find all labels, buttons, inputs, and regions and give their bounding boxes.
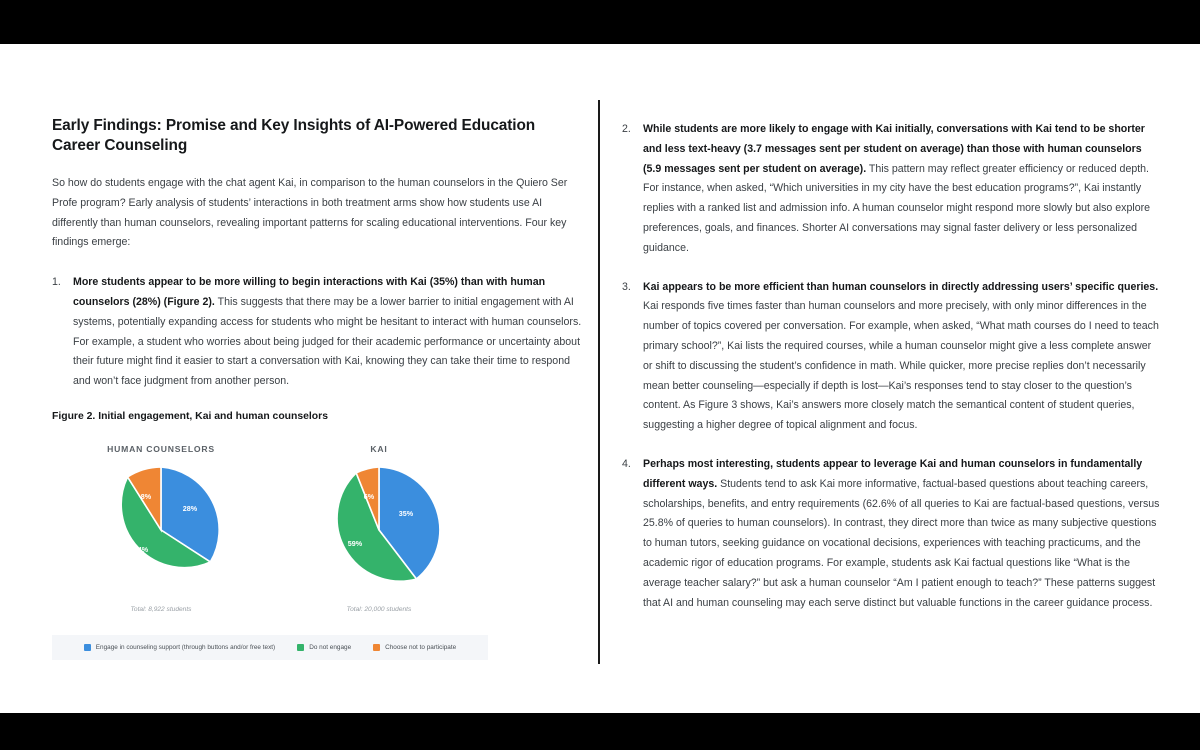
legend-item-engage — [84, 644, 275, 651]
finding-2-lead: While students are more likely to engage with Kai initially, conversations with Kai tend to be shorter and less text-heavy (3.7 messages sent per student on average) than those with human counselors (5.9 messages sent per student on average). — [643, 123, 1145, 175]
figure-2 — [52, 438, 488, 660]
document-page — [0, 44, 1200, 713]
pie-human-counselors — [95, 464, 227, 596]
finding-4-lead: Perhaps most interesting, students appear to leverage Kai and human counselors in fundamentally different ways. — [643, 457, 1143, 490]
figure-caption: Figure 2. Initial engagement, Kai and human counselors — [52, 410, 328, 422]
top-letterbox-bar — [0, 0, 1200, 44]
pie-kai — [313, 464, 445, 596]
pie-charts-row — [52, 438, 488, 613]
finding-3-body: Kai responds five times faster than human counselors and more precisely, with only minor differences in the number of topics covered per conversation. For example, when asked, “What math courses do I need to teach primary school?”, Kai lists the required courses, while a human counselor might give a less complete answer or shift to discussing the student’s confidence in math. While quicker, more precise replies don’t necessarily mean better counseling—especially if depth is lost—Kai’s responses tend to stay closer to the question’s content. As Figure 3 shows, Kai’s answers more closely match the semantical content of student queries, suggesting a higher degree of topical alignment and focus. — [643, 300, 1159, 432]
legend-label-engage: Engage in counseling support (through buttons and/or free text) — [95, 643, 276, 651]
chart-human-counselors-total: Total: 8,922 students — [130, 605, 192, 613]
page-title: Early Findings: Promise and Key Insights of AI-Powered Education Career Counseling — [52, 117, 536, 155]
pie-human-counselors-svg — [95, 464, 227, 596]
legend-label-choose-not-to-participate: Choose not to participate — [385, 643, 457, 651]
finding-2-body: This pattern may reflect greater efficiency or reduced depth. For instance, when asked, “Which universities in my city have the best education programs?”, Kai instantly replies with a ranked list and admission info. A human counselor might respond more slowly but also explore preferences, goals, and finances. Shorter AI conversations may signal faster delivery or less personalized guidance. — [643, 162, 1150, 254]
findings-list-right — [622, 120, 1162, 613]
list-item-finding-2 — [622, 120, 1162, 259]
legend-item-do-not-engage — [297, 644, 351, 651]
chart-kai-total: Total: 20,000 students — [346, 605, 412, 613]
findings-list-left — [52, 273, 582, 392]
figure-legend — [52, 635, 488, 660]
chart-human-counselors — [61, 444, 261, 613]
pie-human-label-choose-not: 8% — [140, 491, 152, 501]
pie-kai-label-do-not-engage: 59% — [347, 538, 363, 548]
left-column — [52, 116, 582, 660]
pie-kai-svg — [313, 464, 445, 596]
right-column — [622, 120, 1162, 632]
finding-4-body: Students tend to ask Kai more informative, factual-based questions about teaching careers, scholarships, benefits, and entry requirements (62.6% of all queries to Kai are factual-based questions, versus 25.8% of queries to human counselors). In contrast, they direct more than twice as many subjective questions to human tutors, seeking guidance on vocational decisions, experiences with teaching practicums, and the academic rigor of education programs. For example, students ask Kai factual questions like “What is the average teacher salary?” but ask a human counselor “Am I patient enough to teach?” These patterns suggest that AI and human counseling may each serve distinct but valuable functions in the career guidance process. — [643, 477, 1160, 609]
finding-3-lead: Kai appears to be more efficient than human counselors in directly addressing users’ specific queries. — [643, 280, 1159, 293]
legend-swatch-blue-icon — [84, 644, 91, 651]
chart-kai — [279, 444, 479, 613]
intro-paragraph: So how do students engage with the chat agent Kai, in comparison to the human counselors in the Quiero Ser Profe program? Early analysis of students’ interactions in both treatment arms show how students use AI differently than human counselors, revealing important patterns for scaling educational interventions. Four key findings emerge: — [52, 176, 568, 249]
pie-kai-label-engage: 35% — [398, 508, 414, 518]
pie-human-label-do-not-engage: 64% — [133, 544, 149, 554]
legend-item-choose-not-to-participate — [373, 644, 456, 651]
pie-human-label-engage: 28% — [182, 503, 198, 513]
chart-kai-title: KAI — [370, 443, 388, 454]
chart-human-counselors-title: HUMAN COUNSELORS — [107, 443, 215, 454]
finding-1-body: This suggests that there may be a lower barrier to initial engagement with AI systems, potentially expanding access for students who might be hesitant to interact with human counselors. For example, a student who worries about being judged for their academic performance or uncertainty about their future might find it easier to start a conversation with Kai, knowing they can take their time to respond and won’t face judgment from another person. — [73, 295, 582, 388]
legend-swatch-orange-icon — [373, 644, 380, 651]
list-item-finding-1 — [52, 273, 582, 392]
legend-swatch-green-icon — [297, 644, 304, 651]
two-column-layout — [0, 44, 1200, 713]
bottom-letterbox-bar — [0, 713, 1200, 750]
finding-1-lead: More students appear to be more willing to begin interactions with Kai (35%) than with human counselors (28%) (Figure 2). — [73, 276, 546, 308]
legend-label-do-not-engage: Do not engage — [309, 643, 352, 651]
pie-kai-label-choose-not: 6% — [363, 491, 375, 501]
list-item-finding-3 — [622, 278, 1162, 436]
list-item-finding-4 — [622, 455, 1162, 613]
